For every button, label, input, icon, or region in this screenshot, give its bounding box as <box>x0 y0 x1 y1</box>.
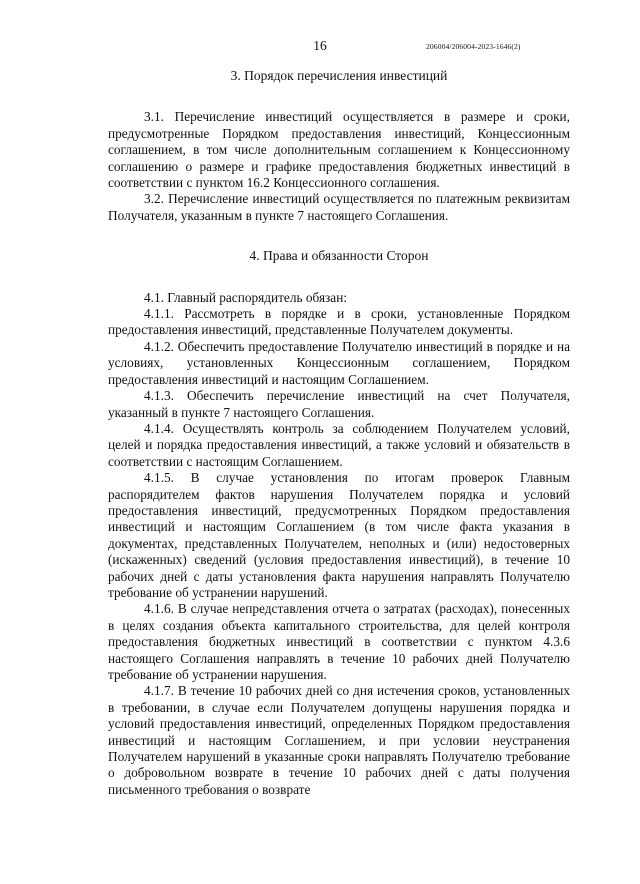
paragraph-3-2: 3.2. Перечисление инвестиций осуществляется по платежным реквизитам Получателя, указанным в пункте 7 настоящего Соглашения. <box>108 191 570 223</box>
paragraph-3-1: 3.1. Перечисление инвестиций осуществляется в размере и сроки, предусмотренные Порядком предоставления инвестиций, Концессионным соглашением, в том числе дополнительным соглашением к Концессионному соглашению о размере и графике предоставления бюджетных инвестиций в соответствии с пунктом 16.2 Концессионного соглашения. <box>108 109 570 191</box>
paragraph-4-1: 4.1. Главный распорядитель обязан: <box>144 289 348 305</box>
paragraph-4-1-3: 4.1.3. Обеспечить перечисление инвестиций на счет Получателя, указанный в пункте 7 настоящего Соглашения. <box>108 388 570 420</box>
page-number: 16 <box>313 38 327 53</box>
paragraph-4-1-4: 4.1.4. Осуществлять контроль за соблюдением Получателем условий, целей и порядка предоставления инвестиций, а также условий и обязательств в соответствии с настоящим Соглашением. <box>108 420 570 469</box>
paragraph-4-1-6: 4.1.6. В случае непредставления отчета о затратах (расходах), понесенных в целях создания объекта капитального строительства, для целей контроля предоставления бюджетных инвестиций в соответствии с пунктом 4.3.6 настоящего Соглашения направлять в течение 10 рабочих дней Получателю требование об устранении нарушения. <box>108 601 570 682</box>
document-body <box>108 68 570 798</box>
section-3-title: 3. Порядок перечисления инвестиций <box>230 68 448 83</box>
paragraph-4-1-1: 4.1.1. Рассмотреть в порядке и в сроки, установленные Порядком предоставления инвестиций, представленные Получателем документы. <box>108 306 570 338</box>
paragraph-4-1-7: 4.1.7. В течение 10 рабочих дней со дня истечения сроков, установленных в требовании, в случае если Получателем допущены нарушения порядка и условий предоставления инвестиций, определенных Порядком предоставления инвестиций и настоящим Соглашением, и при условии неустранения Получателем нарушений в указанные сроки направлять Получателю требование о добровольном возврате в течение 10 рабочих дней с даты получения письменного требования о возврате <box>108 683 570 797</box>
paragraph-4-1-2: 4.1.2. Обеспечить предоставление Получателю инвестиций в порядке и на условиях, установленных Концессионным соглашением, Порядком предоставления инвестиций и настоящим Соглашением. <box>108 338 570 387</box>
section-4-title: 4. Права и обязанности Сторон <box>249 248 429 264</box>
document-id: 206004/206004-2023-1646(2) <box>426 42 521 51</box>
paragraph-4-1-5: 4.1.5. В случае установления по итогам проверок Главным распорядителем фактов нарушения Получателем порядка и условий предоставления инвестиций, предусмотренных Порядком предоставления инвестиций и настоящим Соглашением (в том числе факта указания в документах, представленных Получателем, неполных и (или) недостоверных (искаженных) сведений (условия предоставления инвестиций), в течение 10 рабочих дней с даты установления факта нарушения направлять Получателю требование об устранении нарушений. <box>108 470 570 600</box>
